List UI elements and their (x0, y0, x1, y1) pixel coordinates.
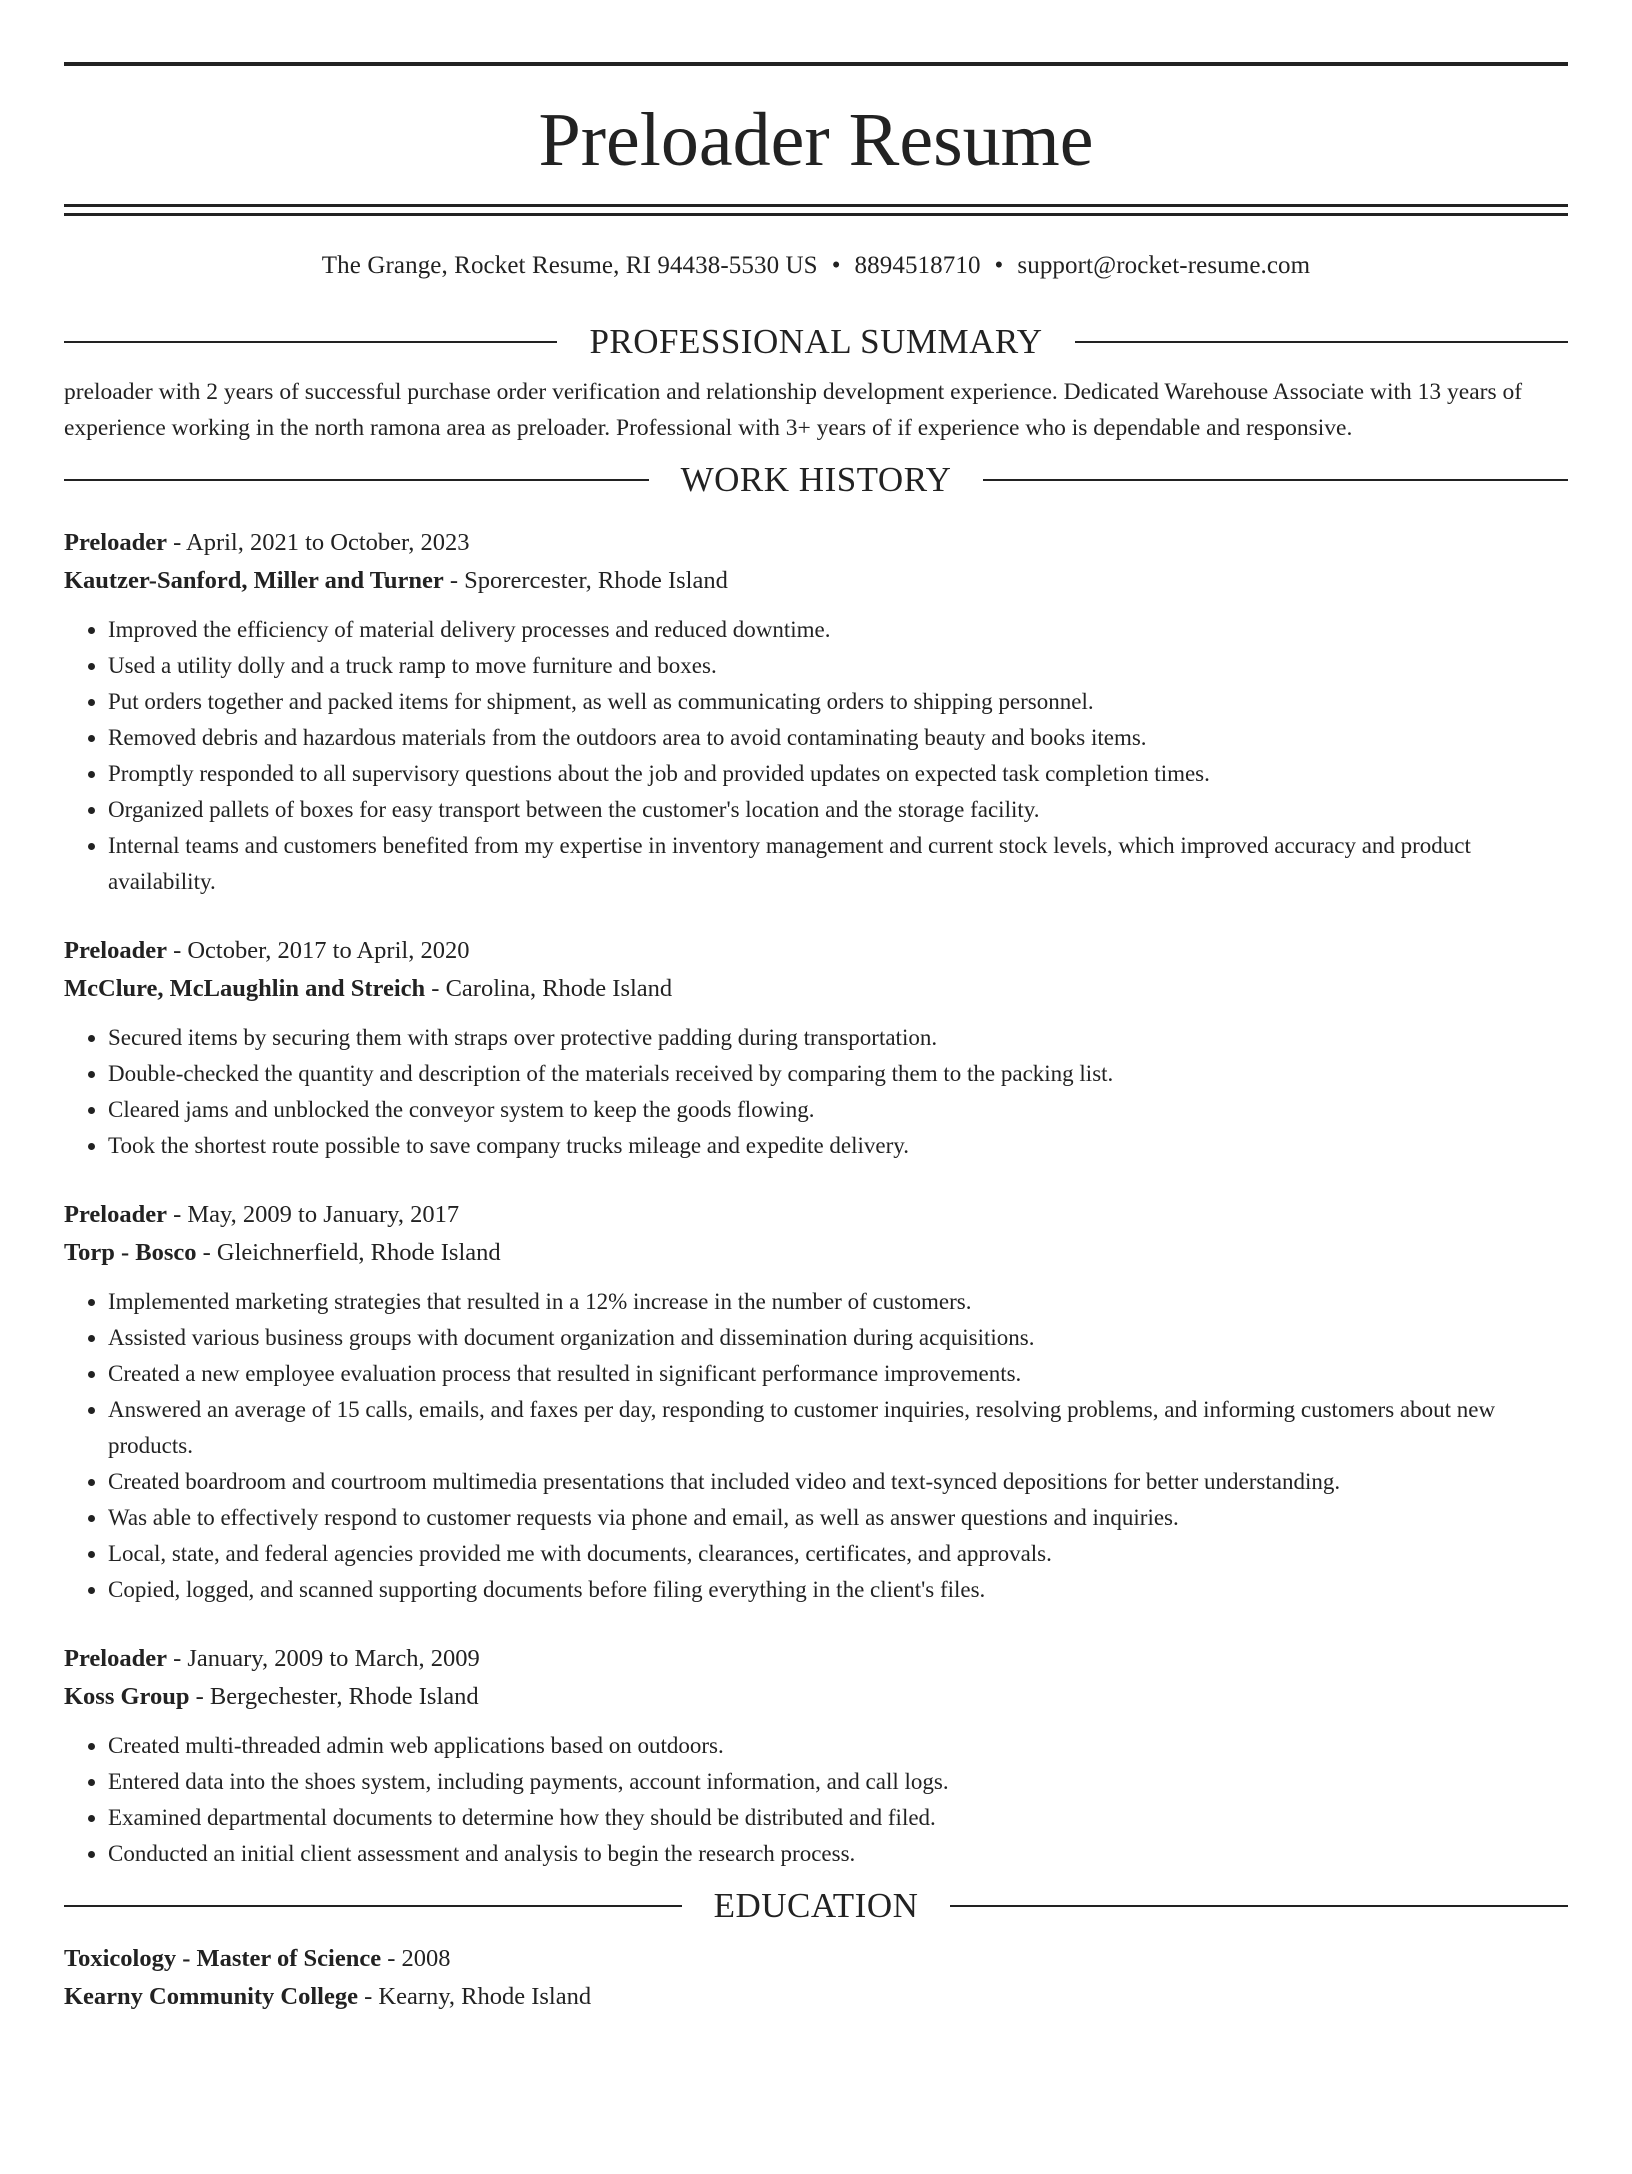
degree: Toxicology - Master of Science (64, 1945, 382, 1972)
job-dates: - May, 2009 to January, 2017 (166, 1201, 460, 1228)
job-dates: - October, 2017 to April, 2020 (166, 937, 470, 964)
contact-address: The Grange, Rocket Resume, RI 94438-5530 US (321, 252, 818, 279)
school-location: - Kearny, Rhode Island (357, 1983, 592, 2010)
duty-item: • Took the shortest route possible to save company trucks mileage and expedite delivery. (108, 1128, 1568, 1164)
duty-item: • Created multi-threaded admin web applications based on outdoors. (108, 1728, 1568, 1764)
job-title-line (64, 1640, 1568, 1678)
duty-item: • Answered an average of 15 calls, emails, and faxes per day, responding to customer inquiries, resolving problems, and informing customers about new products. (108, 1392, 1568, 1464)
duty-item: • Put orders together and packed items for shipment, as well as communicating orders to shipping personnel. (108, 684, 1568, 720)
duty-item: • Double-checked the quantity and description of the materials received by comparing them to the packing list. (108, 1056, 1568, 1092)
duty-list (64, 1728, 1568, 1872)
company-location: - Bergechester, Rhode Island (189, 1683, 479, 1710)
job-dates: - January, 2009 to March, 2009 (166, 1645, 480, 1672)
job-entry (64, 1196, 1568, 1608)
duty-item: • Assisted various business groups with document organization and dissemination during acquisitions. (108, 1320, 1568, 1356)
degree-line (64, 1940, 1568, 1978)
contact-separator: • (994, 252, 1004, 279)
company-name: McClure, McLaughlin and Streich (64, 975, 426, 1002)
duty-item: • Secured items by securing them with straps over protective padding during transportation. (108, 1020, 1568, 1056)
heading-rule-right (1075, 341, 1568, 343)
education-heading (64, 1886, 1568, 1926)
title-rule-lower (64, 213, 1568, 216)
duty-item: • Used a utility dolly and a truck ramp to move furniture and boxes. (108, 648, 1568, 684)
company-name: Kautzer-Sanford, Miller and Turner (64, 567, 444, 594)
duty-item: • Promptly responded to all supervisory questions about the job and provided updates on expected task completion times. (108, 756, 1568, 792)
job-title-line (64, 932, 1568, 970)
contact-line (64, 252, 1568, 284)
duty-item: • Entered data into the shoes system, including payments, account information, and call logs. (108, 1764, 1568, 1800)
duty-item: • Internal teams and customers benefited from my expertise in inventory management and current stock levels, which improved accuracy and product availability. (108, 828, 1568, 900)
heading-rule-left (64, 341, 557, 343)
company-line (64, 562, 1568, 600)
company-location: - Gleichnerfield, Rhode Island (196, 1239, 501, 1266)
job-entry (64, 1640, 1568, 1872)
duty-item: • Improved the efficiency of material delivery processes and reduced downtime. (108, 612, 1568, 648)
heading-rule-left (64, 479, 649, 481)
duty-list (64, 1020, 1568, 1164)
duty-item: • Removed debris and hazardous materials from the outdoors area to avoid contaminating beauty and books items. (108, 720, 1568, 756)
resume-page (0, 62, 1632, 2174)
resume-title: Preloader Resume (538, 98, 1094, 182)
job-dates: - April, 2021 to October, 2023 (166, 529, 470, 556)
company-line (64, 1678, 1568, 1716)
duty-list (64, 1284, 1568, 1608)
school-line (64, 1978, 1568, 2016)
company-location: - Carolina, Rhode Island (425, 975, 673, 1002)
duty-item: • Examined departmental documents to determine how they should be distributed and filed. (108, 1800, 1568, 1836)
education-heading-label: EDUCATION (713, 1886, 919, 1925)
heading-rule-right (950, 1905, 1568, 1907)
duty-item: • Organized pallets of boxes for easy transport between the customer's location and the storage facility. (108, 792, 1568, 828)
duty-item: • Cleared jams and unblocked the conveyor system to keep the goods flowing. (108, 1092, 1568, 1128)
heading-rule-right (983, 479, 1568, 481)
education-entry (64, 1940, 1568, 2016)
company-name: Koss Group (64, 1683, 190, 1710)
duty-item: • Created a new employee evaluation process that resulted in significant performance improvements. (108, 1356, 1568, 1392)
duty-item: • Copied, logged, and scanned supporting documents before filing everything in the client's files. (108, 1572, 1568, 1608)
job-title-line (64, 524, 1568, 562)
title-rule-upper (64, 204, 1568, 207)
work-history-heading-label: WORK HISTORY (680, 460, 952, 499)
summary-heading (64, 322, 1568, 362)
school-name: Kearny Community College (64, 1983, 358, 2010)
work-history-heading (64, 460, 1568, 500)
duty-item: • Was able to effectively respond to customer requests via phone and email, as well as answer questions and inquiries. (108, 1500, 1568, 1536)
summary-heading-label: PROFESSIONAL SUMMARY (589, 322, 1043, 361)
company-line (64, 970, 1568, 1008)
company-name: Torp - Bosco (64, 1239, 197, 1266)
degree-year: - 2008 (381, 1945, 451, 1972)
job-title: Preloader (64, 937, 167, 964)
company-line (64, 1234, 1568, 1272)
contact-email: support@rocket-resume.com (1017, 252, 1311, 279)
job-title-line (64, 1196, 1568, 1234)
job-entry (64, 932, 1568, 1164)
company-location: - Sporercester, Rhode Island (443, 567, 728, 594)
job-entry (64, 524, 1568, 900)
summary-text: preloader with 2 years of successful purchase order verification and relationship development experience. Dedicated Warehouse Associate with 13 years of experience working in the north ramona area as preloader. Professional with 3+ years of if experience who is dependable and responsive. (64, 379, 1523, 441)
top-rule (64, 62, 1568, 66)
duty-item: • Local, state, and federal agencies provided me with documents, clearances, certificates, and approvals. (108, 1536, 1568, 1572)
heading-rule-left (64, 1905, 682, 1907)
contact-separator: • (831, 252, 841, 279)
duty-item: • Conducted an initial client assessment and analysis to begin the research process. (108, 1836, 1568, 1872)
job-title: Preloader (64, 1201, 167, 1228)
job-title: Preloader (64, 529, 167, 556)
job-title: Preloader (64, 1645, 167, 1672)
duty-list (64, 612, 1568, 900)
duty-item: • Implemented marketing strategies that resulted in a 12% increase in the number of customers. (108, 1284, 1568, 1320)
duty-item: • Created boardroom and courtroom multimedia presentations that included video and text-synced depositions for better understanding. (108, 1464, 1568, 1500)
contact-phone: 8894518710 (854, 252, 981, 279)
